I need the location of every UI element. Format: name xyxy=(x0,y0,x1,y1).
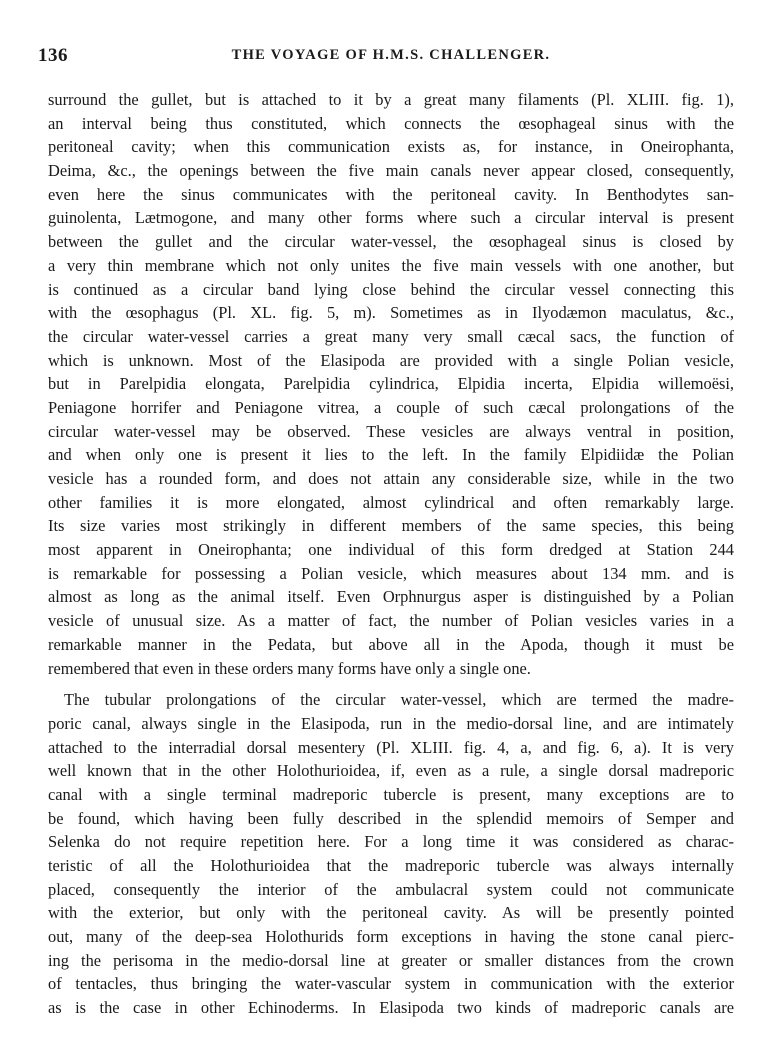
text-line: with the exterior, but only with the peritoneal cavity. As will be presently pointed xyxy=(48,903,734,923)
text-line: vesicle of unusual size. As a matter of fact, the number of Polian vesicles varies in a xyxy=(48,611,734,631)
text-line: ing the perisoma in the medio-dorsal line at greater or smaller distances from the crown xyxy=(48,950,734,970)
text-line: guinolenta, Lætmogone, and many other forms where such a circular interval is present xyxy=(48,208,734,228)
text-line: almost as long as the animal itself. Even Orphnurgus asper is distinguished by a Polian xyxy=(48,587,734,607)
text-line: of tentacles, thus bringing the water-vascular system in communication with the exterior xyxy=(48,974,734,994)
text-line: Peniagone horrifer and Peniagone vitrea, a couple of such cæcal prolongations of the xyxy=(48,397,734,417)
page-header xyxy=(38,45,744,69)
text-line: be found, which having been fully described in the splendid memoirs of Semper and xyxy=(48,808,734,828)
text-line: Deima, &c., the openings between the five main canals never appear closed, consequently, xyxy=(48,161,734,181)
text-line: Selenka do not require repetition here. For a long time it was considered as charac- xyxy=(48,832,734,852)
text-line: remarkable manner in the Pedata, but above all in the Apoda, though it must be xyxy=(48,634,734,654)
text-line: most apparent in Oneirophanta; one individual of this form dredged at Station 244 xyxy=(48,540,734,560)
text-line: teristic of all the Holothurioidea that the madreporic tubercle was always internally xyxy=(48,856,734,875)
text-line: poric canal, always single in the Elasipoda, run in the medio-dorsal line, and are intimately xyxy=(48,713,734,733)
text-line: The tubular prolongations of the circular water-vessel, which are termed the madre- xyxy=(64,690,734,710)
text-line: an interval being thus constituted, which connects the œsophageal sinus with the xyxy=(48,113,734,133)
paragraph-2 xyxy=(48,688,734,1020)
text-line: the circular water-vessel carries a great many very small cæcal sacs, the function of xyxy=(48,326,734,346)
text-line: Its size varies most strikingly in different members of the same species, this being xyxy=(48,516,734,536)
text-line: with the œsophagus (Pl. XL. fig. 5, m). Sometimes as in Ilyodæmon maculatus, &c., xyxy=(48,303,734,323)
text-line: remembered that even in these orders many forms have only a single one. xyxy=(48,658,531,678)
paragraph-1 xyxy=(48,88,734,680)
text-line: peritoneal cavity; when this communication exists as, for instance, in Oneirophanta, xyxy=(48,137,734,157)
running-title: THE VOYAGE OF H.M.S. CHALLENGER. xyxy=(231,47,551,63)
text-line: circular water-vessel may be observed. These vesicles are always ventral in position, xyxy=(48,421,734,441)
text-line: is continued as a circular band lying close behind the circular vessel connecting this xyxy=(48,279,734,299)
text-line: out, many of the deep-sea Holothurids form exceptions in having the stone canal pierc- xyxy=(48,927,734,947)
text-line: as is the case in other Echinoderms. In Elasipoda two kinds of madreporic canals are xyxy=(48,998,734,1018)
text-line: surround the gullet, but is attached to it by a great many filaments (Pl. XLIII. fig. 1), xyxy=(48,90,734,109)
text-line: canal with a single terminal madreporic tubercle is present, many exceptions are to xyxy=(48,784,734,804)
text-line: placed, consequently the interior of the ambulacral system could not communicate xyxy=(48,879,734,899)
text-line: is remarkable for possessing a Polian vesicle, which measures about 134 mm. and is xyxy=(48,563,734,583)
page-number: 136 xyxy=(38,45,68,66)
body-text xyxy=(48,88,734,1020)
text-line: but in Parelpidia elongata, Parelpidia cylindrica, Elpidia incerta, Elpidia willemoësi, xyxy=(48,374,734,394)
text-line: vesicle has a rounded form, and does not attain any considerable size, while in the two xyxy=(48,469,734,488)
text-line: between the gullet and the circular water-vessel, the œsophageal sinus is closed by xyxy=(48,232,734,252)
text-line: well known that in the other Holothurioidea, if, even as a rule, a single dorsal madreporic xyxy=(48,761,734,781)
text-line: and when only one is present it lies to the left. In the family Elpidiidæ the Polian xyxy=(48,445,734,465)
text-line: other families it is more elongated, almost cylindrical and often remarkably large. xyxy=(48,492,734,512)
text-line: even here the sinus communicates with the peritoneal cavity. In Benthodytes san- xyxy=(48,184,734,204)
text-line: which is unknown. Most of the Elasipoda are provided with a single Polian vesicle, xyxy=(48,350,734,370)
text-line: attached to the interradial dorsal mesentery (Pl. XLIII. fig. 4, a, and fig. 6, a). It is very xyxy=(48,737,734,757)
text-line: a very thin membrane which not only unites the five main vessels with one another, but xyxy=(48,255,734,275)
